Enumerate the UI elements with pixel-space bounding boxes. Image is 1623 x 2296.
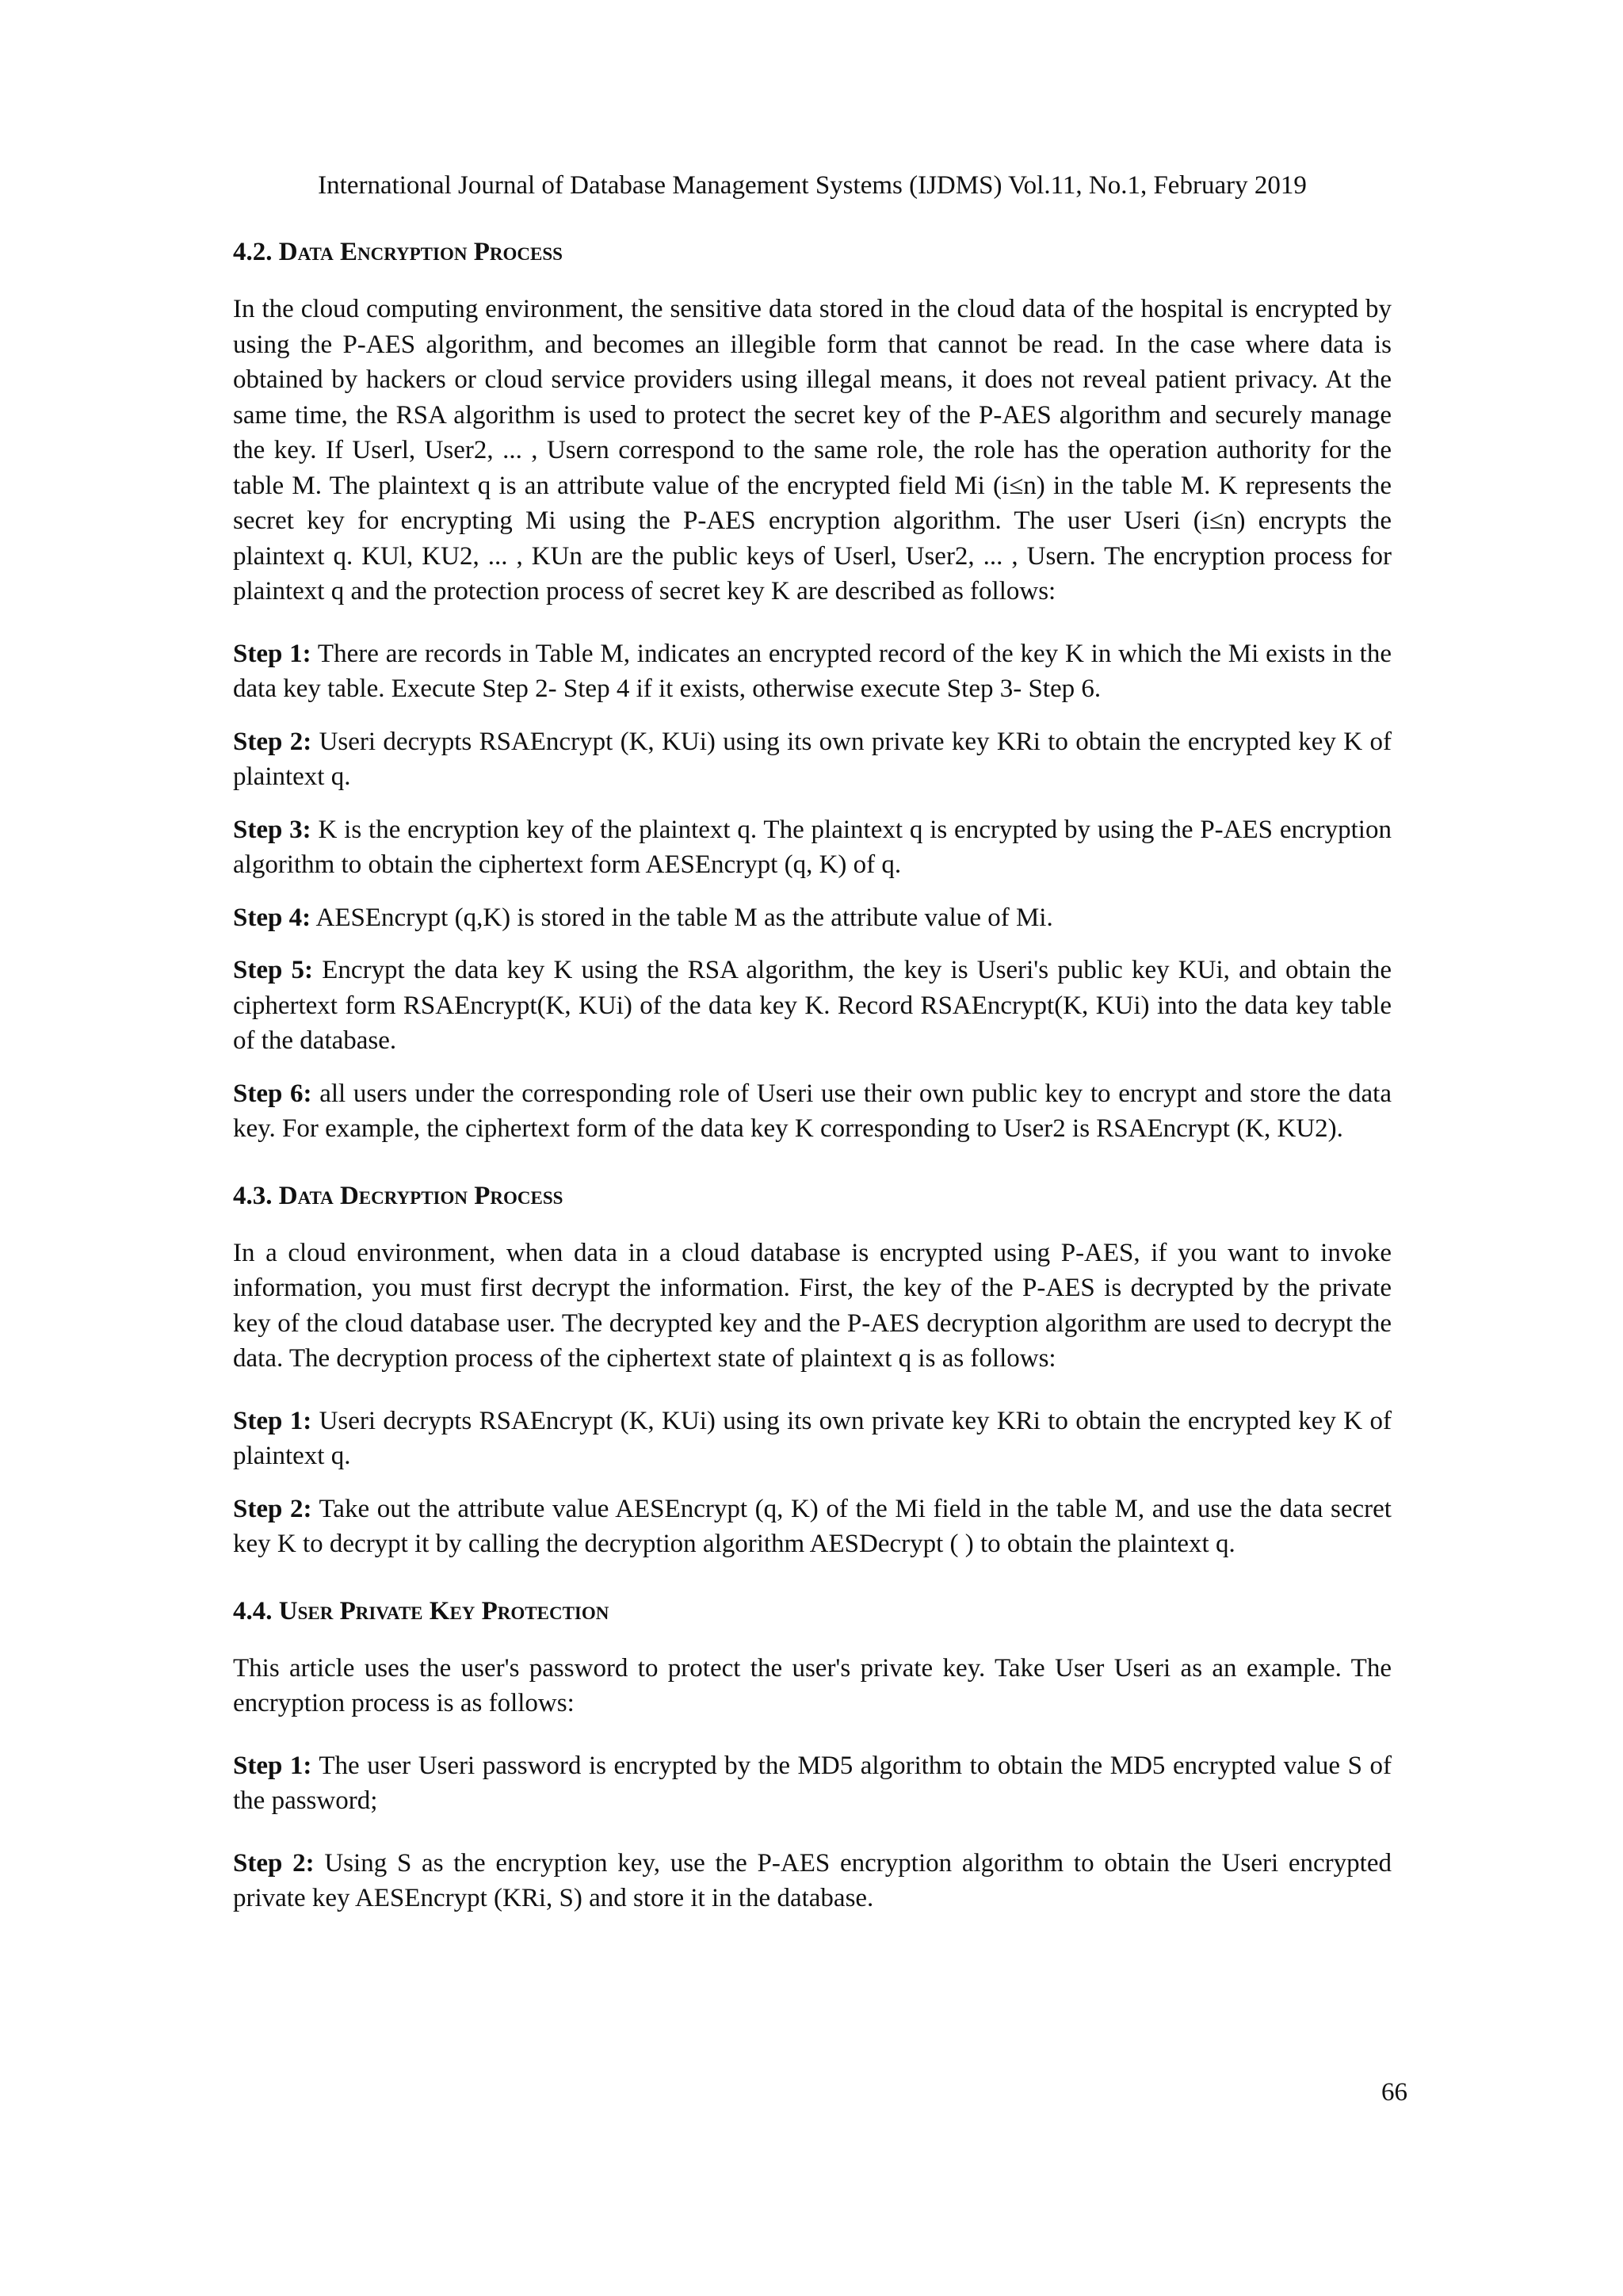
step-paragraph <box>233 636 1392 707</box>
step-text: K is the encryption key of the plaintext q. The plaintext q is encrypted by using the P-AES encryption algorithm to obtain the ciphertext form AESEncrypt (q, K) of q. <box>233 815 1392 879</box>
main-content <box>233 235 1392 1934</box>
section-spacer <box>233 1580 1392 1594</box>
section-intro-4-4: This article uses the user's password to protect the user's private key. Take User Useri as an example. The encryption process is as follows: <box>233 1653 1392 1717</box>
step-paragraph <box>233 953 1392 1059</box>
step-label: Step 1: <box>233 1406 312 1435</box>
step-paragraph <box>233 1076 1392 1147</box>
step-paragraph <box>233 1748 1392 1819</box>
step-text: There are records in Table M, indicates an encrypted record of the key K in which the Mi exists in the data key table. Execute Step 2- Step 4 if it exists, otherwise execute Step 3- Step 6. <box>233 639 1392 703</box>
step-label: Step 1: <box>233 1751 312 1780</box>
step-paragraph <box>233 812 1392 883</box>
step-text: Useri decrypts RSAEncrypt (K, KUi) using its own private key KRi to obtain the encrypted key K of plaintext q. <box>233 727 1392 791</box>
step-paragraph <box>233 1492 1392 1562</box>
step-label: Step 3: <box>233 815 311 844</box>
section-spacer <box>233 1164 1392 1179</box>
section-heading-4-3: 4.3. Data Decryption Process <box>233 1181 563 1210</box>
step-label: Step 2: <box>233 727 312 756</box>
step-label: Step 5: <box>233 956 314 984</box>
step-label: Step 6: <box>233 1079 312 1108</box>
step-text: Useri decrypts RSAEncrypt (K, KUi) using its own private key KRi to obtain the encrypted key K of plaintext q. <box>233 1406 1392 1470</box>
step-text: Encrypt the data key K using the RSA algorithm, the key is Useri's public key KUi, and obtain the ciphertext form RSAEncrypt(K, KUi) of the data key K. Record RSAEncrypt(K, KUi) into the data key table of the database. <box>233 956 1392 1055</box>
section-heading-4-2: 4.2. Data Encryption Process <box>233 238 563 266</box>
section-intro-4-3: In a cloud environment, when data in a cloud database is encrypted using P-AES, if you want to invoke information, you must first decrypt the information. First, the key of the P-AES is decrypted by the private key of the cloud database user. The decrypted key and the P-AES decryption algorithm are used to decrypt the data. The decryption process of the ciphertext state of plaintext q is as follows: <box>233 1238 1392 1373</box>
step-label: Step 1: <box>233 639 311 668</box>
step-paragraph <box>233 900 1392 936</box>
step-text: AESEncrypt (q,K) is stored in the table M as the attribute value of Mi. <box>311 903 1053 932</box>
step-label: Step 2: <box>233 1848 315 1878</box>
step-text: The user Useri password is encrypted by the MD5 algorithm to obtain the MD5 encrypted value S of the password; <box>233 1751 1392 1815</box>
section-heading-4-4: 4.4. User Private Key Protection <box>233 1596 609 1626</box>
step-paragraph <box>233 1404 1392 1474</box>
page-number: 66 <box>1381 2078 1407 2107</box>
step-text: all users under the corresponding role of Useri use their own public key to encrypt and store the data key. For example, the ciphertext form of the data key K corresponding to User2 is RSAEncrypt (K, KU2). <box>233 1079 1392 1143</box>
step-label: Step 2: <box>233 1494 312 1523</box>
step-label: Step 4: <box>233 903 311 932</box>
step-paragraph <box>233 1846 1392 1916</box>
section-intro-4-2: In the cloud computing environment, the sensitive data stored in the cloud data of the hospital is encrypted by using the P-AES algorithm, and becomes an illegible form that cannot be read. In the case where data is obtained by hackers or cloud service providers using illegal means, it does not reveal patient privacy. At the same time, the RSA algorithm is used to protect the secret key of the P-AES algorithm and securely manage the key. If Userl, User2, ... , Usern correspond to the same role, the role has the operation authority for the table M. The plaintext q is an attribute value of the encrypted field Mi (i≤n) in the table M. K represents the secret key for encrypting Mi using the P-AES encryption algorithm. The user Useri (i≤n) encrypts the plaintext q. KUl, KU2, ... , KUn are the public keys of Userl, User2, ... , Usern. The encryption process for plaintext q and the protection process of secret key K are described as follows: <box>233 295 1392 606</box>
step-text: Using S as the encryption key, use the P-AES encryption algorithm to obtain the Useri encrypted private key AESEncrypt (KRi, S) and store it in the database. <box>233 1848 1392 1912</box>
running-header: International Journal of Database Management Systems (IJDMS) Vol.11, No.1, February 2019 <box>318 171 1307 200</box>
step-paragraph <box>233 724 1392 795</box>
step-text: Take out the attribute value AESEncrypt (q, K) of the Mi field in the table M, and use the data secret key K to decrypt it by calling the decryption algorithm AESDecrypt ( ) to obtain the plaintext q. <box>233 1494 1392 1558</box>
